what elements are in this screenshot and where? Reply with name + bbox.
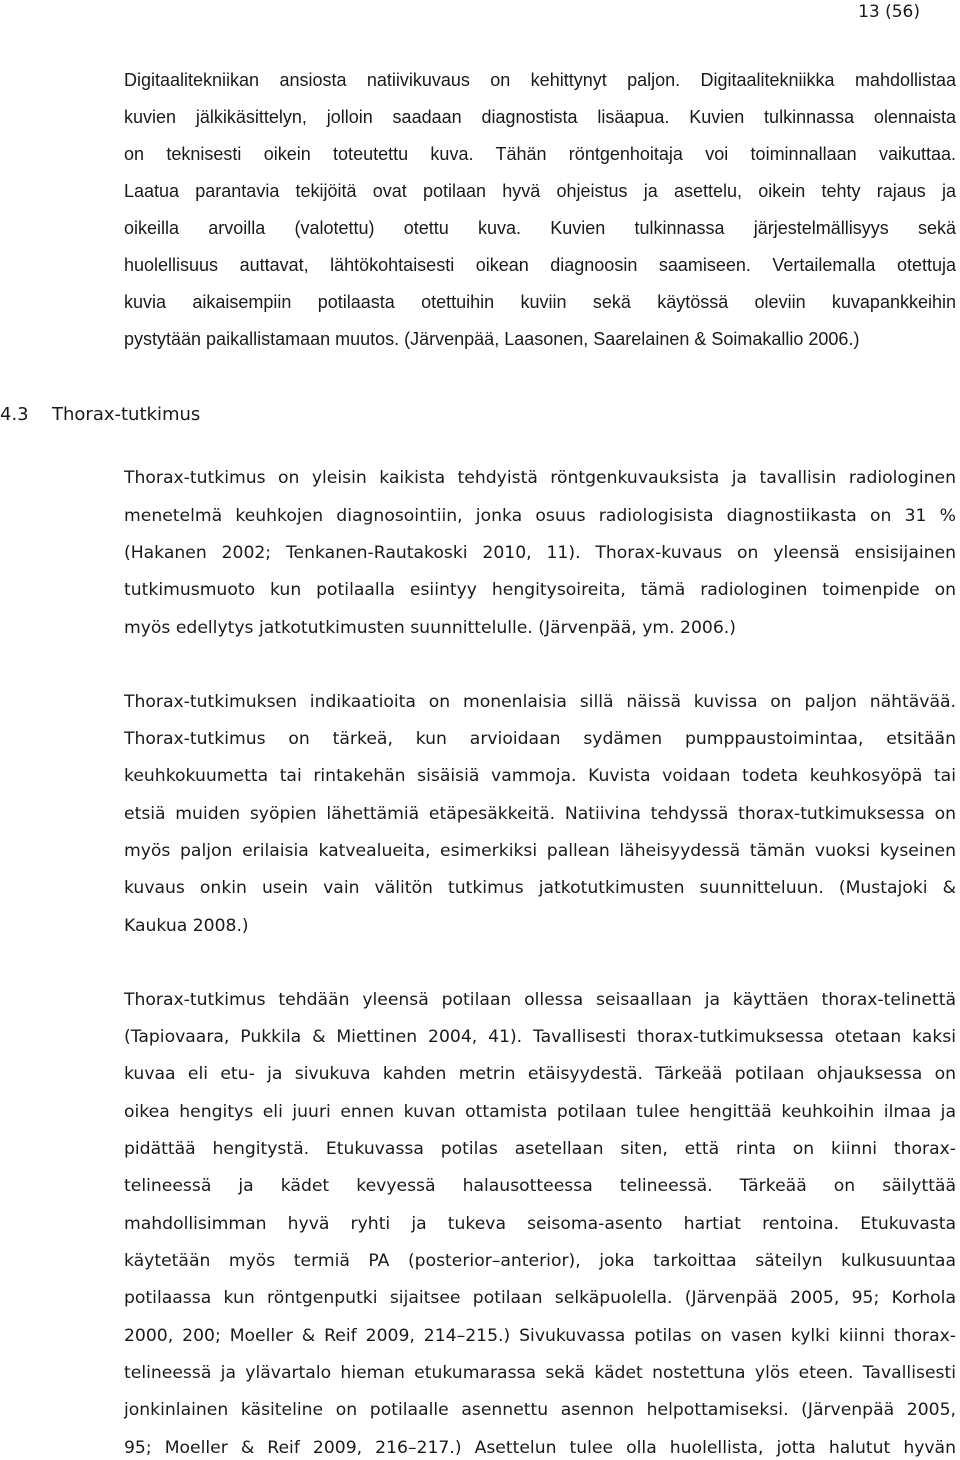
- page-number: 13 (56): [858, 2, 920, 22]
- section-title: Thorax-tutkimus: [52, 404, 201, 425]
- text-line: oikea hengitys eli juuri ennen kuvan ottamista potilaan tulee hengittää keuhkoihin ilmaa ja: [124, 1102, 956, 1122]
- text-line: 95; Moeller & Reif 2009, 216–217.) Asettelun tulee olla huolellista, jotta halutut hyvän: [124, 1438, 956, 1458]
- section-number: 4.3: [0, 404, 29, 425]
- text-line: kuvia aikaisempiin potilaasta otettuihin kuviin sekä käytössä oleviin kuvapankkeihin: [124, 292, 956, 312]
- text-line: keuhkokuumetta tai rintakehän sisäisiä vammoja. Kuvista voidaan todeta keuhkosyöpä tai: [124, 766, 956, 786]
- text-line: Thorax-tutkimus on yleisin kaikista tehdyistä röntgenkuvauksista ja tavallisin radiologinen: [124, 468, 956, 488]
- text-line: pidättää hengitystä. Etukuvassa potilas asetellaan siten, että rinta on kiinni thorax-: [124, 1139, 956, 1159]
- text-line: menetelmä keuhkojen diagnosointiin, jonka osuus radiologisista diagnostiikasta on 31 %: [124, 506, 956, 526]
- text-line: Thorax-tutkimuksen indikaatioita on monenlaisia sillä näissä kuvissa on paljon nähtävää.: [124, 692, 956, 712]
- text-line: myös edellytys jatkotutkimusten suunnittelulle. (Järvenpää, ym. 2006.): [124, 618, 736, 638]
- text-line: huolellisuus auttavat, lähtökohtaisesti oikean diagnoosin saamiseen. Vertailemalla otettuja: [124, 255, 956, 275]
- text-line: (Tapiovaara, Pukkila & Miettinen 2004, 41). Tavallisesti thorax-tutkimuksessa otetaan kaksi: [124, 1027, 956, 1047]
- text-line: käytetään myös termiä PA (posterior–anterior), joka tarkoittaa säteilyn kulkusuuntaa: [124, 1251, 956, 1271]
- text-line: jonkinlainen käsiteline on potilaalle asennettu asennon helpottamiseksi. (Järvenpää 2005,: [124, 1400, 956, 1420]
- text-line: potilaassa kun röntgenputki sijaitsee potilaan selkäpuolella. (Järvenpää 2005, 95; Korhola: [124, 1288, 956, 1308]
- section-heading: [0, 403, 200, 427]
- text-line: mahdollisimman hyvä ryhti ja tukeva seisoma-asento hartiat rentoina. Etukuvasta: [124, 1214, 956, 1234]
- text-line: Thorax-tutkimus on tärkeä, kun arvioidaan sydämen pumppaustoimintaa, etsitään: [124, 729, 956, 749]
- text-line: etsiä muiden syöpien lähettämiä etäpesäkkeitä. Natiivina tehdyssä thorax-tutkimuksessa on: [124, 804, 956, 824]
- text-line: Kaukua 2008.): [124, 916, 249, 936]
- text-line: kuvien jälkikäsittelyn, jolloin saadaan diagnostista lisäapua. Kuvien tulkinnassa olennaista: [124, 107, 956, 127]
- text-line: oikeilla arvoilla (valotettu) otettu kuva. Kuvien tulkinnassa järjestelmällisyys sekä: [124, 218, 956, 238]
- text-line: Laatua parantavia tekijöitä ovat potilaan hyvä ohjeistus ja asettelu, oikein tehty rajaus ja: [124, 181, 956, 201]
- text-line: Thorax-tutkimus tehdään yleensä potilaan ollessa seisaallaan ja käyttäen thorax-telinettä: [124, 990, 956, 1010]
- text-line: pystytään paikallistamaan muutos. (Järvenpää, Laasonen, Saarelainen & Soimakallio 2006.): [124, 329, 860, 349]
- text-line: on teknisesti oikein toteutettu kuva. Tähän röntgenhoitaja voi toiminnallaan vaikuttaa.: [124, 144, 956, 164]
- text-line: myös paljon erilaisia katvealueita, esimerkiksi pallean läheisyydessä tämän vuoksi kyseinen: [124, 841, 956, 861]
- text-line: telineessä ja ylävartalo hieman etukumarassa sekä kädet nostettuna ylös eteen. Tavallisesti: [124, 1363, 956, 1383]
- text-line: 2000, 200; Moeller & Reif 2009, 214–215.) Sivukuvassa potilas on vasen kylki kiinni thorax-: [124, 1326, 956, 1346]
- text-line: kuvaus onkin usein vain välitön tutkimus jatkotutkimusten suunnitteluun. (Mustajoki &: [124, 878, 956, 898]
- text-line: tutkimusmuoto kun potilaalla esiintyy hengitysoireita, tämä radiologinen toimenpide on: [124, 580, 956, 600]
- text-line: kuvaa eli etu- ja sivukuva kahden metrin etäisyydestä. Tärkeää potilaan ohjauksessa on: [124, 1064, 956, 1084]
- text-line: (Hakanen 2002; Tenkanen-Rautakoski 2010, 11). Thorax-kuvaus on yleensä ensisijainen: [124, 543, 956, 563]
- text-line: telineessä ja kädet kevyessä halausotteessa telineessä. Tärkeää on säilyttää: [124, 1176, 956, 1196]
- text-line: Digitaalitekniikan ansiosta natiivikuvaus on kehittynyt paljon. Digitaalitekniikka mahdollistaa: [124, 70, 956, 90]
